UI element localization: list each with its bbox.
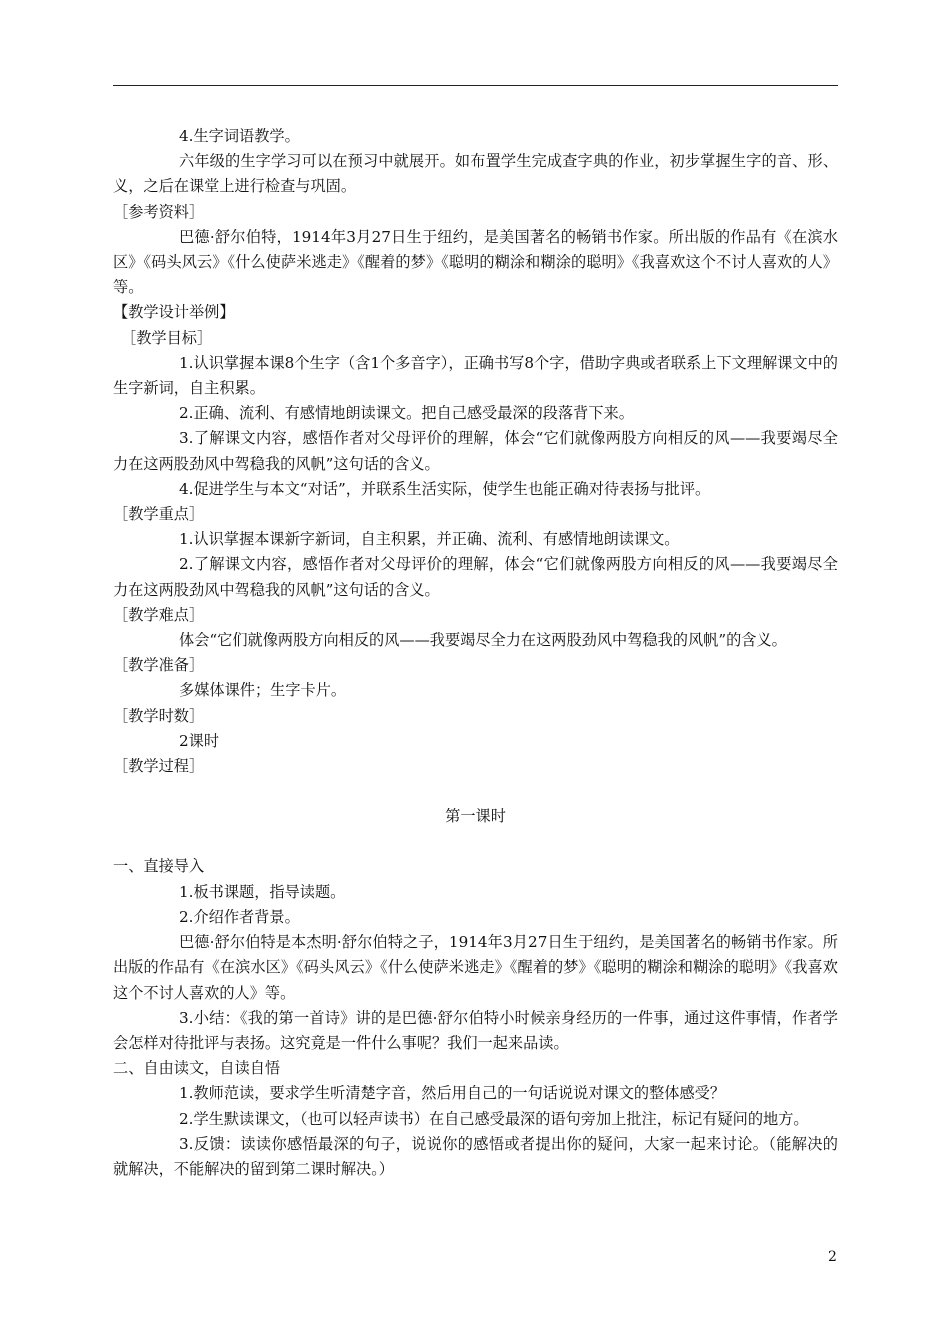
paragraph: 3.反馈：读读你感悟最深的句子，说说你的感悟或者提出你的疑问，大家一起来讨论。（能解决的就解决，不能解决的留到第二课时解决。） <box>113 1134 838 1178</box>
paragraph: 【教学设计举例】 <box>113 303 235 322</box>
header-rule <box>113 85 838 86</box>
document-body <box>113 124 838 1182</box>
paragraph: ［教学难点］ <box>113 605 205 624</box>
paragraph: 二、自由读文，自读自悟 <box>113 1059 281 1078</box>
paragraph: 1.教师范读，要求学生听清楚字音，然后用自己的一句话说说对课文的整体感受？ <box>179 1084 726 1103</box>
paragraph: 一、直接导入 <box>113 857 205 876</box>
paragraph: 巴德·舒尔伯特，1914年3月27日生于纽约，是美国著名的畅销书作家。所出版的作品有《在滨水区》《码头风云》《什么使萨米逃走》《醒着的梦》《聪明的糊涂和糊涂的聪明》《我喜欢这个不讨人喜欢的人》等。 <box>113 227 838 297</box>
lesson-plan-section <box>113 124 838 779</box>
paragraph: 2.介绍作者背景。 <box>179 907 300 926</box>
paragraph: ［教学准备］ <box>113 656 205 675</box>
paragraph: ［教学目标］ <box>121 328 213 347</box>
paragraph: 4.生字词语教学。 <box>179 127 300 145</box>
paragraph: 巴德·舒尔伯特是本杰明·舒尔伯特之子，1914年3月27日生于纽约，是美国著名的畅销书作家。所出版的作品有《在滨水区》《码头风云》《什么使萨米逃走》《醒着的梦》《聪明的糊涂和糊涂的聪明》《我喜欢这个不讨人喜欢的人》等。 <box>113 933 838 1002</box>
paragraph: 2课时 <box>179 731 220 750</box>
paragraph: 2.学生默读课文，（也可以轻声读书）在自己感受最深的语句旁加上批注，标记有疑问的地方。 <box>179 1109 809 1128</box>
paragraph: 2.了解课文内容，感悟作者对父母评价的理解，体会“它们就像两股方向相反的风——我要竭尽全力在这两股劲风中驾稳我的风帆”这句话的含义。 <box>113 555 838 599</box>
paragraph: 3.了解课文内容，感悟作者对父母评价的理解，体会“它们就像两股方向相反的风——我要竭尽全力在这两股劲风中驾稳我的风帆”这句话的含义。 <box>113 429 838 473</box>
paragraph: 多媒体课件；生字卡片。 <box>179 681 347 700</box>
paragraph: ［教学过程］ <box>113 757 205 776</box>
paragraph: 1.认识掌握本课新字新词，自主积累，并正确、流利、有感情地朗读课文。 <box>179 530 680 549</box>
paragraph: 1.认识掌握本课8个生字（含1个多音字），正确书写8个字，借助字典或者联系上下文理解课文中的生字新词，自主积累。 <box>113 353 838 398</box>
paragraph: 4.促进学生与本文“对话”，并联系生活实际，使学生也能正确对待表扬与批评。 <box>179 479 711 498</box>
page-number: 2 <box>828 1249 837 1265</box>
paragraph: 3.小结：《我的第一首诗》讲的是巴德·舒尔伯特小时候亲身经历的一件事，通过这件事情，作者学会怎样对待批评与表扬。这究竟是一件什么事呢？我们一起来品读。 <box>113 1008 838 1052</box>
paragraph: 体会“它们就像两股方向相反的风——我要竭尽全力在这两股劲风中驾稳我的风帆”的含义。 <box>179 631 787 650</box>
lesson-process-section <box>113 854 838 1182</box>
paragraph: 1.板书课题，指导读题。 <box>179 882 346 901</box>
paragraph: 六年级的生字学习可以在预习中就展开。如布置学生完成查字典的作业，初步掌握生字的音、形、义，之后在课堂上进行检查与巩固。 <box>113 152 838 196</box>
paragraph: ［教学时数］ <box>113 706 205 725</box>
paragraph: ［参考资料］ <box>113 202 205 221</box>
paragraph: ［教学重点］ <box>113 505 205 524</box>
section-title: 第一课时 <box>445 807 506 826</box>
paragraph: 2.正确、流利、有感情地朗读课文。把自己感受最深的段落背下来。 <box>179 404 634 423</box>
